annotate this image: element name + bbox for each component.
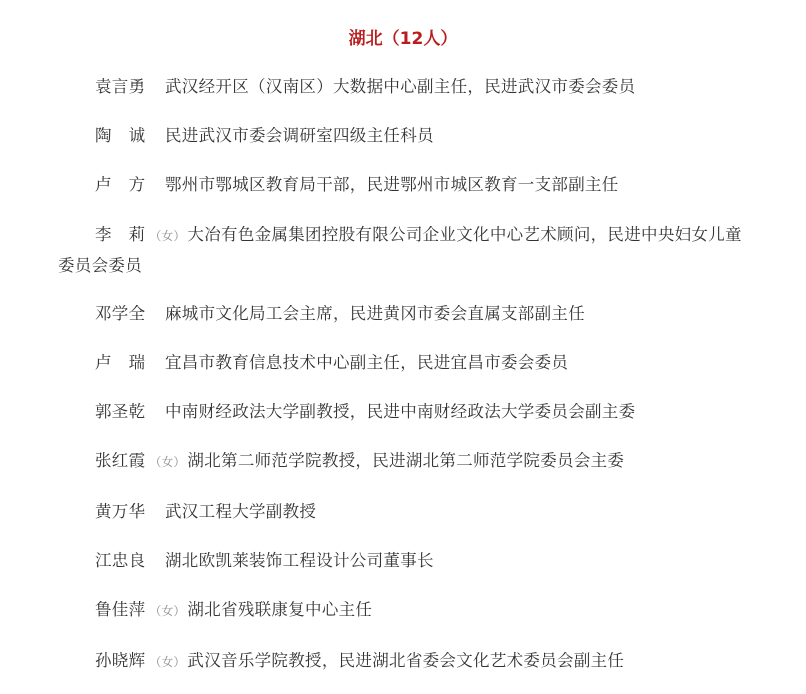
member-name: 陶 诚 bbox=[95, 126, 146, 145]
member-gender: （女） bbox=[149, 455, 186, 469]
member-entry bbox=[58, 299, 758, 329]
member-description: 中南财经政法大学副教授，民进中南财经政法大学委员会副主委 bbox=[165, 402, 636, 421]
member-gender: （女） bbox=[149, 655, 186, 669]
member-entry bbox=[58, 646, 758, 677]
member-description: 大冶有色金属集团控股有限公司企业文化中心艺术顾问，民进中央妇女儿童委员会委员 bbox=[58, 225, 742, 275]
member-entry bbox=[58, 595, 758, 626]
section-title: 湖北（12人） bbox=[348, 29, 458, 49]
member-description: 湖北第二师范学院教授，民进湖北第二师范学院委员会主委 bbox=[187, 451, 625, 470]
member-entry bbox=[58, 446, 758, 477]
member-entry bbox=[58, 121, 758, 151]
member-gender: （女） bbox=[149, 604, 186, 618]
member-name: 李 莉 bbox=[95, 225, 146, 244]
member-description: 武汉工程大学副教授 bbox=[165, 502, 317, 521]
member-name: 黄万华 bbox=[95, 502, 146, 521]
member-description: 麻城市文化局工会主席，民进黄冈市委会直属支部副主任 bbox=[165, 304, 585, 323]
member-description: 湖北欧凯莱装饰工程设计公司董事长 bbox=[165, 551, 434, 570]
member-name: 卢 方 bbox=[95, 175, 146, 194]
member-entry bbox=[58, 170, 758, 200]
member-description: 湖北省残联康复中心主任 bbox=[187, 600, 373, 619]
member-description: 鄂州市鄂城区教育局干部，民进鄂州市城区教育一支部副主任 bbox=[165, 175, 619, 194]
member-entry bbox=[58, 72, 758, 102]
member-gender: （女） bbox=[149, 229, 186, 243]
member-description: 武汉音乐学院教授，民进湖北省委会文化艺术委员会副主任 bbox=[187, 651, 625, 670]
member-entry bbox=[58, 497, 758, 527]
member-name: 卢 瑞 bbox=[95, 353, 146, 372]
member-name: 郭圣乾 bbox=[95, 402, 146, 421]
member-entry bbox=[58, 397, 758, 427]
member-description: 民进武汉市委会调研室四级主任科员 bbox=[165, 126, 434, 145]
member-name: 鲁佳萍 bbox=[95, 600, 146, 619]
member-name: 江忠良 bbox=[95, 551, 146, 570]
member-entry bbox=[58, 348, 758, 378]
member-name: 邓学全 bbox=[95, 304, 146, 323]
member-name: 张红霞 bbox=[95, 451, 146, 470]
member-description: 宜昌市教育信息技术中心副主任，民进宜昌市委会委员 bbox=[165, 353, 569, 372]
member-name: 孙晓辉 bbox=[95, 651, 146, 670]
member-entry bbox=[58, 546, 758, 576]
member-description: 武汉经开区（汉南区）大数据中心副主任，民进武汉市委会委员 bbox=[165, 77, 636, 96]
member-entry bbox=[58, 220, 758, 281]
member-name: 袁言勇 bbox=[95, 77, 146, 96]
